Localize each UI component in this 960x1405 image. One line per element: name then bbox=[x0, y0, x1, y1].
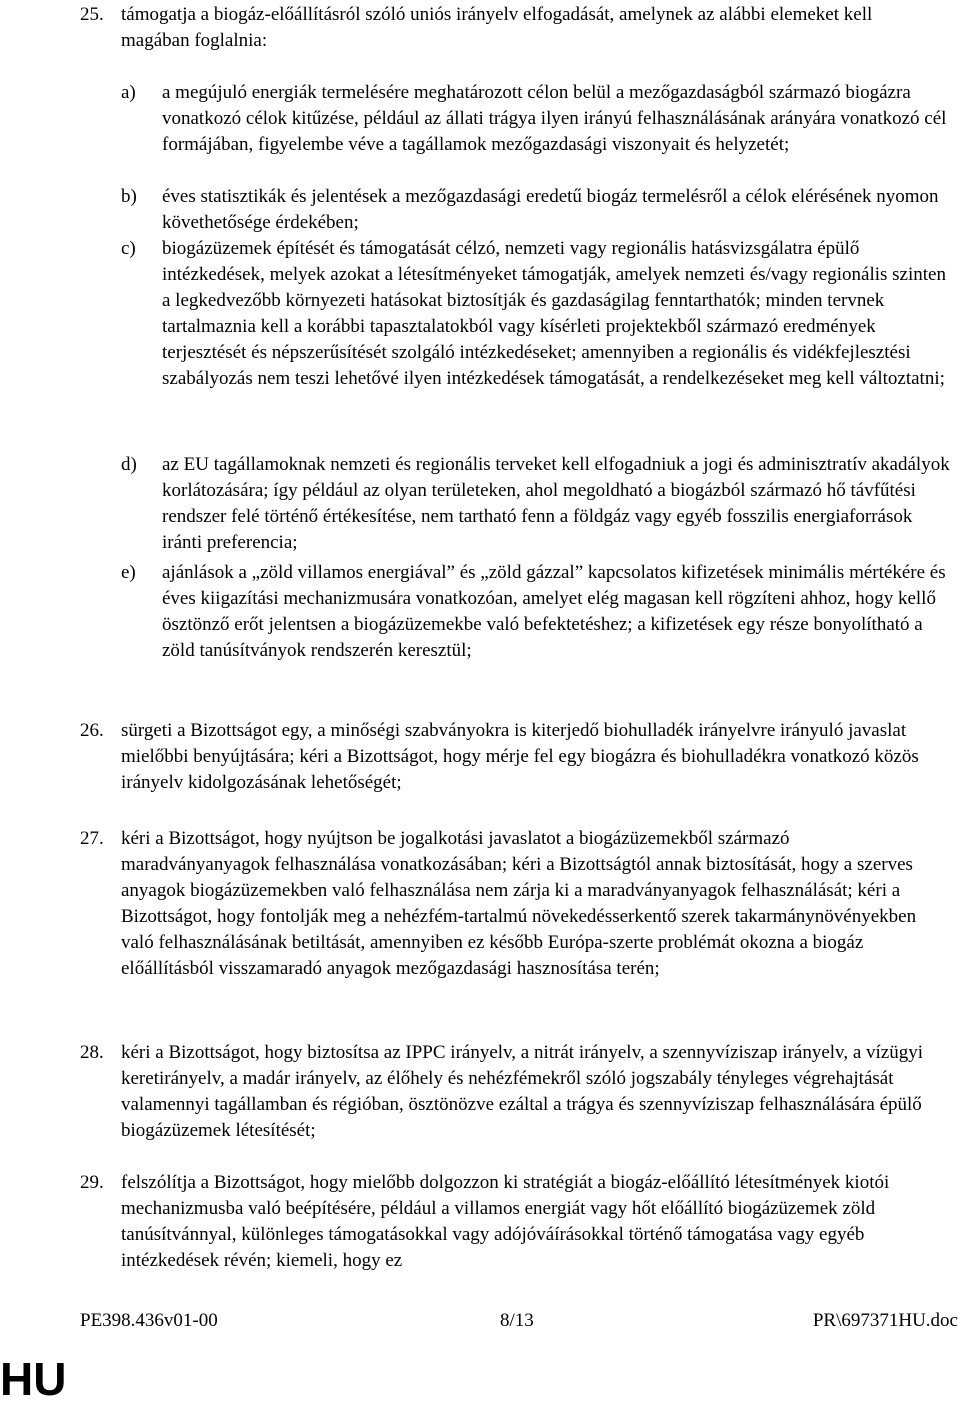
item-label: b) bbox=[121, 186, 137, 207]
language-tag: HU bbox=[0, 1353, 67, 1405]
paragraph-number: 25. bbox=[80, 4, 104, 25]
item-label: d) bbox=[121, 454, 137, 475]
paragraph-number: 27. bbox=[80, 828, 104, 849]
item-label: e) bbox=[121, 562, 136, 583]
paragraph-text: támogatja a biogáz-előállításról szóló uniós irányelv elfogadását, amelynek az alábbi elemeket kell magában foglalnia: bbox=[121, 4, 873, 51]
paragraph-text: kéri a Bizottságot, hogy nyújtson be jogalkotási javaslatot a biogázüzemekből származó maradványanyagok felhasználása vonatkozásában; kéri a Bizottságtól annak biztosítását, hogy a szerves anyagok biogázüzemekben való felhasználása nem zárja ki a maradványanyagok felhasználását; kéri a Bizottságot, hogy fontolják meg a nehézfém-tartalmú növekedésserkentő szerek takarmánynövényekben való felhasználásának betiltását, amennyiben ez később Európa-szerte problémát okozna a biogáz előállításból visszamaradó anyagok mezőgazdasági hasznosítása terén; bbox=[121, 828, 917, 979]
item-text: ajánlások a „zöld villamos energiával” és „zöld gázzal” kapcsolatos kifizetések minimális mértékére és éves kiigazítási mechanizmusára vonatkozóan, amelyet elég magasan kell rögzíteni ahhoz, hogy kellő ösztönző erőt jelentsen a biogázüzemekbe való befektetéshez; a kifizetések egy része bonyolítható a zöld tanúsítványok rendszerén keresztül; bbox=[162, 562, 946, 661]
item-text: a megújuló energiák termelésére meghatározott célon belül a mezőgazdaságból származó biogázra vonatkozó célok kitűzése, például az állati trágya ilyen irányú felhasználásának arányára vonatkozó cél formájában, figyelembe véve a tagállamok mezőgazdasági viszonyait és helyzetét; bbox=[162, 82, 947, 155]
item-text: biogázüzemek építését és támogatását célzó, nemzeti vagy regionális hatásvizsgálatra épülő intézkedések, melyek azokat a létesítményeket támogatják, amelyek nemzeti és/vagy regionális szinten a legkedvezőbb környezeti hatásokat biztosítják és gazdaságilag fenntarthatók; minden tervnek tartalmaznia kell a korábbi tapasztalatokból vagy kísérleti projektekből származó eredmények terjesztését és népszerűsítését szolgáló intézkedéseket; amennyiben a regionális és vidékfejlesztési szabályozás nem teszi lehetővé ilyen intézkedések támogatását, a rendelkezéseket meg kell változtatni; bbox=[162, 238, 946, 389]
item-label: c) bbox=[121, 238, 136, 259]
paragraph-number: 28. bbox=[80, 1042, 104, 1063]
paragraph-number: 26. bbox=[80, 720, 104, 741]
paragraph-number: 29. bbox=[80, 1172, 104, 1193]
paragraph-text: sürgeti a Bizottságot egy, a minőségi szabványokra is kiterjedő biohulladék irányelvre irányuló javaslat mielőbbi benyújtására; kéri a Bizottságot, hogy mérje fel egy biogázra és biohulladékra vonatkozó közös irányelv kidolgozásának lehetőségét; bbox=[121, 720, 919, 793]
item-text: éves statisztikák és jelentések a mezőgazdasági eredetű biogáz termelésről a célok elérésének nyomon követhetősége érdekében; bbox=[162, 186, 939, 233]
page-number: 8/13 bbox=[500, 1310, 534, 1331]
paragraph-text: kéri a Bizottságot, hogy biztosítsa az IPPC irányelv, a nitrát irányelv, a szennyvíziszap irányelv, a vízügyi keretirányelv, a madár irányelv, az élőhely és nehézfémekről szóló jogszabály tényleges végrehajtását valamennyi tagállamban és régióban, ösztönözve ezáltal a trágya és szennyvíziszap felhasználására épülő biogázüzemek létesítését; bbox=[121, 1042, 923, 1141]
item-text: az EU tagállamoknak nemzeti és regionális terveket kell elfogadniuk a jogi és adminisztratív akadályok korlátozására; így például az olyan területeken, ahol megoldható a biogázból származó hő távfűtési rendszer felé történő értékesítése, nem tartható fenn a földgáz vagy egyéb fosszilis energiaforrások iránti preferencia; bbox=[162, 454, 950, 553]
item-label: a) bbox=[121, 82, 136, 103]
file-name: PR\697371HU.doc bbox=[812, 1310, 958, 1331]
paragraph-text: felszólítja a Bizottságot, hogy mielőbb dolgozzon ki stratégiát a biogáz-előállító létesítmények kiotói mechanizmusba való beépítésére, például a villamos energiát vagy hőt előállító biogázüzemek zöld tanúsítvánnyal, különleges támogatásokkal vagy adójóváírásokkal történő támogatása vagy egyéb intézkedések révén; kiemeli, hogy ez bbox=[121, 1172, 890, 1271]
page-footer bbox=[80, 1310, 960, 1340]
document-reference: PE398.436v01-00 bbox=[80, 1310, 218, 1331]
